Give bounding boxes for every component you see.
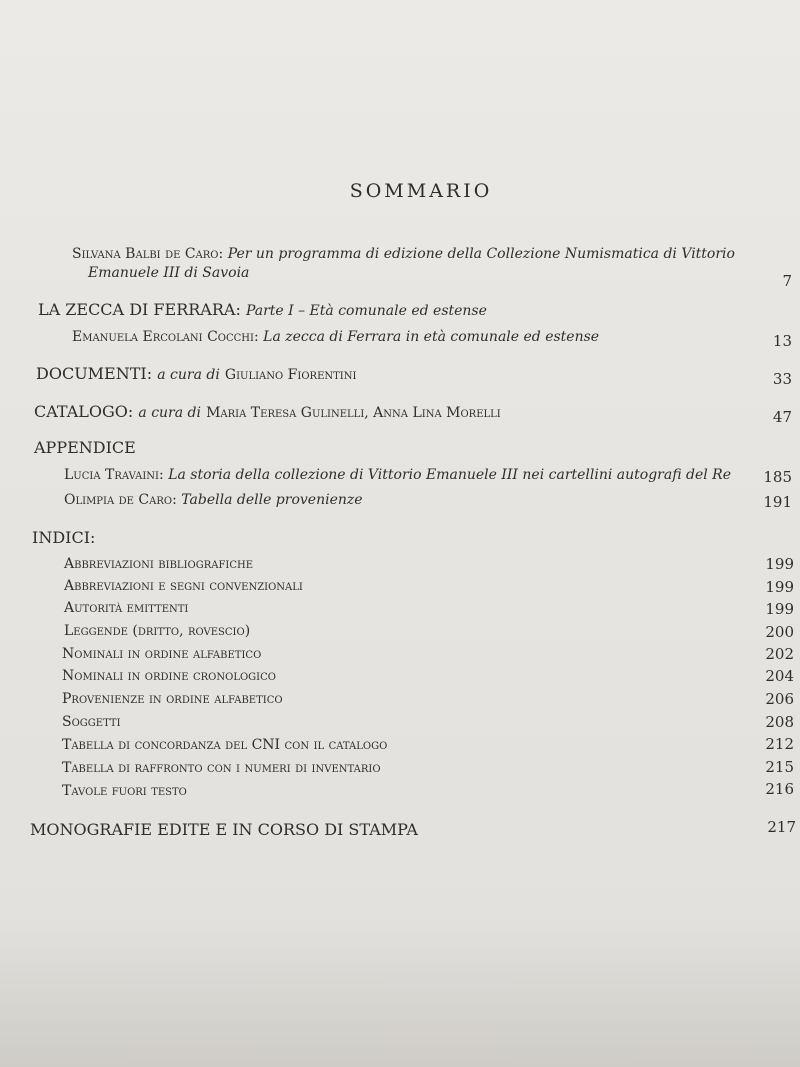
- page-number: 212: [765, 735, 794, 753]
- page-number: 47: [772, 408, 792, 426]
- toc-entry-appendice-1: Lucia Travaini: La storia della collezione di Vittorio Emanuele III nei cartellini autografi del Re: [64, 467, 732, 483]
- section-heading: LA ZECCA DI FERRARA: [38, 300, 236, 319]
- cura-label: a cura di: [157, 367, 220, 383]
- page-number: 13: [772, 332, 792, 350]
- index-item: Autorità emittenti: [64, 600, 189, 616]
- page-number: 215: [765, 758, 794, 776]
- section-subtitle: Parte I – Età comunale ed estense: [245, 303, 487, 319]
- entry-title: Per un programma di edizione della Collezione Numismatica di Vittorio: [227, 246, 735, 262]
- page-number: 199: [765, 600, 794, 618]
- toc-entry-zecca: Emanuela Ercolani Cocchi: La zecca di Ferrara in età comunale ed estense: [72, 329, 600, 345]
- section-appendice: APPENDICE: [34, 438, 136, 457]
- index-item: Tavole fuori testo: [62, 783, 187, 799]
- page-number: 202: [765, 645, 794, 663]
- section-indici: INDICI:: [32, 528, 96, 547]
- page-number: 216: [765, 780, 794, 798]
- page-number: 185: [763, 468, 792, 486]
- index-item: Nominali in ordine alfabetico: [62, 646, 262, 662]
- toc-entry-appendice-2: Olimpia de Caro: Tabella delle provenienze: [64, 492, 363, 508]
- page-number: 191: [763, 493, 792, 511]
- page-number: 208: [765, 713, 794, 731]
- section-heading: DOCUMENTI: [36, 364, 147, 383]
- index-item: Provenienze in ordine alfabetico: [62, 691, 283, 707]
- index-item: Tabella di raffronto con i numeri di inventario: [62, 760, 381, 776]
- page-number: 204: [765, 667, 794, 685]
- section-documenti: DOCUMENTI: a cura di Giuliano Fiorentini: [36, 364, 357, 383]
- editor-names: Maria Teresa Gulinelli, Anna Lina Morelli: [206, 405, 501, 421]
- page-number: 217: [767, 818, 796, 836]
- page-title: SOMMARIO: [349, 180, 493, 202]
- section-monografie: MONOGRAFIE EDITE E IN CORSO DI STAMPA: [30, 820, 418, 839]
- index-item: Abbreviazioni bibliografiche: [64, 556, 254, 572]
- index-item: Tabella di concordanza del CNI con il catalogo: [62, 737, 388, 753]
- entry-author: Emanuela Ercolani Cocchi: [72, 329, 254, 345]
- page-number: 33: [772, 370, 792, 388]
- entry-title: La zecca di Ferrara in età comunale ed estense: [263, 329, 600, 345]
- entry-author: Silvana Balbi de Caro: [72, 246, 219, 262]
- section-zecca: LA ZECCA DI FERRARA: Parte I – Età comunale ed estense: [38, 300, 487, 319]
- entry-title-continuation: Emanuele III di Savoia: [88, 265, 250, 281]
- entry-title: Tabella delle provenienze: [181, 492, 363, 508]
- page-number: 200: [765, 623, 794, 641]
- section-catalogo: CATALOGO: a cura di Maria Teresa Gulinelli, Anna Lina Morelli: [34, 402, 501, 421]
- cura-label: a cura di: [138, 405, 201, 421]
- section-heading: CATALOGO: [34, 402, 128, 421]
- page-number: 199: [765, 555, 794, 573]
- index-item: Leggende (dritto, rovescio): [64, 623, 251, 639]
- entry-title: La storia della collezione di Vittorio Emanuele III nei cartellini autografi del Re: [168, 467, 732, 483]
- index-item: Abbreviazioni e segni convenzionali: [64, 578, 303, 594]
- toc-entry-intro: Silvana Balbi de Caro: Per un programma di edizione della Collezione Numismatica di Vittorio: [72, 246, 735, 262]
- page-number: 199: [765, 578, 794, 596]
- page-shadow: [0, 917, 800, 1067]
- page-number: 7: [782, 272, 792, 290]
- entry-author: Olimpia de Caro: [64, 492, 173, 508]
- page-number: 206: [765, 690, 794, 708]
- editor-name: Giuliano Fiorentini: [224, 367, 357, 383]
- index-item: Soggetti: [62, 714, 121, 730]
- index-item: Nominali in ordine cronologico: [62, 668, 276, 684]
- entry-author: Lucia Travaini: [64, 467, 160, 483]
